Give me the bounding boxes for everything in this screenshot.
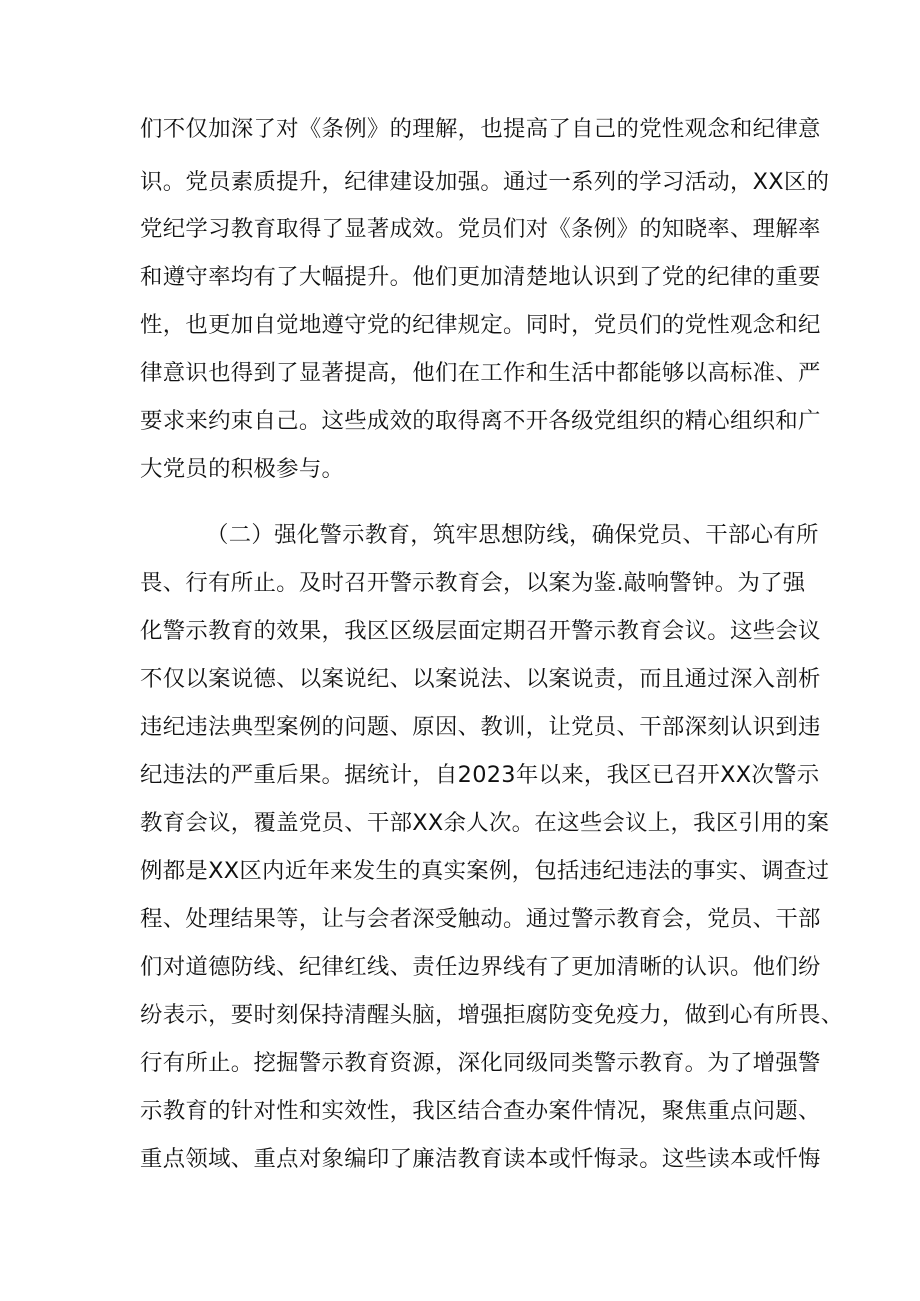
text-line: 畏、行有所止。及时召开警示教育会，以案为鉴.敲响警钟。为了强	[140, 570, 806, 596]
text-line: 们不仅加深了对《条例》的理解，也提高了自己的党性观念和纪律意	[140, 116, 821, 142]
text-line: 识。党员素质提升，纪律建设加强。通过一系列的学习活动，XX区的	[140, 169, 830, 195]
text-line: 重点领域、重点对象编印了廉洁教育读本或忏悔录。这些读本或忏悔	[140, 1146, 821, 1172]
text-line: 程、处理结果等，让与会者深受触动。通过警示教育会，党员、干部	[140, 906, 821, 932]
text-line: 律意识也得到了显著提高，他们在工作和生活中都能够以高标准、严	[140, 360, 821, 386]
text-line: 和遵守率均有了大幅提升。他们更加清楚地认识到了党的纪律的重要	[140, 264, 821, 290]
text-line: 教育会议，覆盖党员、干部XX余人次。在这些会议上，我区引用的案	[140, 810, 830, 836]
text-line: 要求来约束自己。这些成效的取得离不开各级党组织的精心组织和广	[140, 408, 821, 434]
text-line: 例都是XX区内近年来发生的真实案例，包括违纪违法的事实、调查过	[140, 858, 830, 884]
text-line: 不仅以案说德、以案说纪、以案说法、以案说责，而且通过深入剖析	[140, 666, 821, 692]
text-line: 们对道德防线、纪律红线、责任边界线有了更加清晰的认识。他们纷	[140, 954, 821, 980]
text-line: 纷表示，要时刻保持清醒头脑，增强拒腐防变免疫力，做到心有所畏、	[140, 1002, 844, 1028]
text-line: 党纪学习教育取得了显著成效。党员们对《条例》的知晓率、理解率	[140, 216, 821, 242]
text-line: 示教育的针对性和实效性，我区结合查办案件情况，聚焦重点问题、	[140, 1098, 821, 1124]
text-line: 纪违法的严重后果。据统计，自2023年以来，我区已召开XX次警示	[140, 762, 820, 788]
text-line: 化警示教育的效果，我区区级层面定期召开警示教育会议。这些会议	[140, 618, 821, 644]
text-line: 大党员的积极参与。	[140, 456, 345, 482]
section-heading-line: （二）强化警示教育，筑牢思想防线，确保党员、干部心有所	[206, 522, 819, 548]
text-line: 行有所止。挖掘警示教育资源，深化同级同类警示教育。为了增强警	[140, 1050, 821, 1076]
text-line: 违纪违法典型案例的问题、原因、教训，让党员、干部深刻认识到违	[140, 714, 821, 740]
text-line: 性，也更加自觉地遵守党的纪律规定。同时，党员们的党性观念和纪	[140, 312, 821, 338]
